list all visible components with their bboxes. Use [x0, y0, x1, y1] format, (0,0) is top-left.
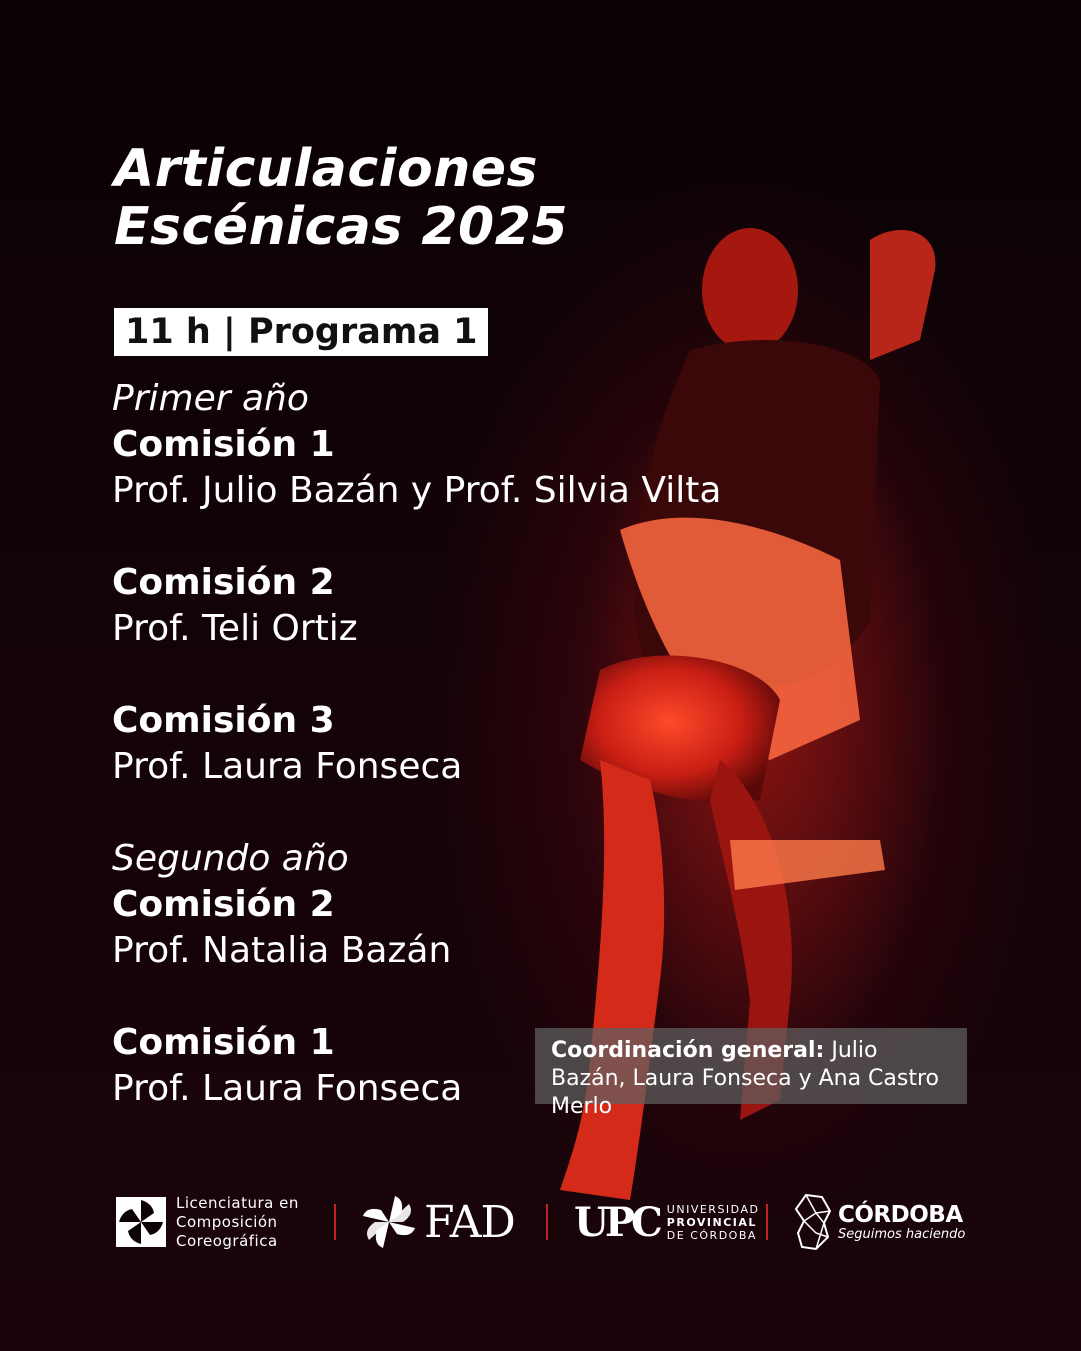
dancer-sash: [730, 840, 885, 890]
cordoba-logo: [794, 1190, 965, 1254]
licenciatura-line-3: Coreográfica: [176, 1231, 278, 1250]
spacer: [112, 514, 721, 560]
licenciatura-line-2: Composición: [176, 1212, 278, 1231]
year-label-second: Segundo año: [112, 838, 349, 879]
cordoba-text: [838, 1203, 965, 1242]
logo-separator: [766, 1204, 768, 1240]
commission-teachers: Prof. Laura Fonseca: [112, 1068, 463, 1109]
title-line-2: Escénicas 2025: [114, 197, 569, 257]
licenciatura-logo: [116, 1190, 299, 1254]
commission-teachers: Prof. Julio Bazán y Prof. Silvia Vilta: [112, 470, 722, 511]
commission-teachers: Prof. Laura Fonseca: [112, 746, 463, 787]
fad-pinwheel-icon: [360, 1193, 418, 1251]
dancer-raised-arm: [870, 230, 935, 360]
dancer-head: [702, 228, 798, 352]
program-list: [112, 376, 721, 1112]
coordination-label: Coordinación general:: [551, 1038, 825, 1063]
upc-line-1: UNIVERSIDAD: [666, 1202, 760, 1216]
commission-name: Comisión 1: [112, 1022, 335, 1063]
coordination-names: Julio Bazán, Laura Fonseca y Ana Castro Merlo: [551, 1038, 940, 1119]
upc-line-2: PROVINCIAL: [666, 1215, 757, 1229]
time-program-badge: 11 h | Programa 1: [114, 308, 488, 356]
logo-separator: [334, 1204, 336, 1240]
commission-name: Comisión 2: [112, 562, 335, 603]
spacer: [112, 652, 721, 698]
cordoba-slogan: Seguimos haciendo: [838, 1226, 966, 1242]
logo-separator: [546, 1204, 548, 1240]
spacer: [112, 790, 721, 836]
commission-name: Comisión 1: [112, 424, 335, 465]
commission-teachers: Prof. Natalia Bazán: [112, 930, 452, 971]
fad-logo: [360, 1190, 515, 1254]
title-line-1: Articulaciones: [114, 139, 538, 199]
fad-text: FAD: [424, 1196, 515, 1248]
spiral-emblem-icon: [116, 1197, 166, 1247]
commission-name: Comisión 2: [112, 884, 335, 925]
commission-name: Comisión 3: [112, 700, 335, 741]
year-label-first: Primer año: [112, 378, 309, 419]
upc-text: [667, 1203, 760, 1242]
licenciatura-line-1: Licenciatura en: [176, 1193, 299, 1212]
licenciatura-text: [176, 1194, 299, 1251]
commission-teachers: Prof. Teli Ortiz: [112, 608, 358, 649]
cordoba-name: CÓRDOBA: [838, 1201, 963, 1228]
event-title: [114, 140, 568, 256]
coordination-box: [535, 1028, 967, 1119]
cordoba-map-icon: [794, 1193, 832, 1251]
upc-line-3: DE CÓRDOBA: [666, 1228, 757, 1242]
spacer: [112, 974, 721, 1020]
sponsor-logos: [116, 1190, 966, 1254]
upc-logo: [574, 1190, 759, 1254]
upc-letters: UPC: [574, 1198, 659, 1246]
